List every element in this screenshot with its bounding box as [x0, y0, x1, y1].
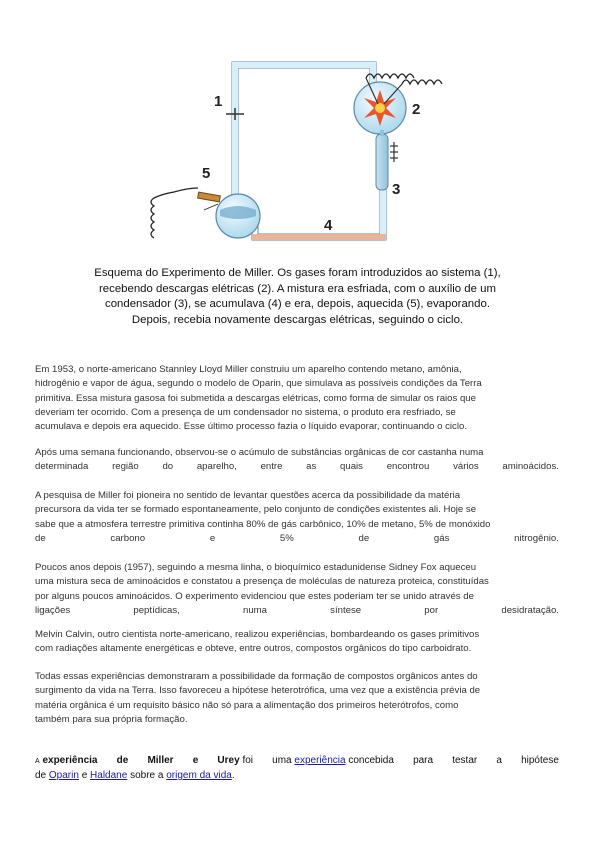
label-1: 1 — [214, 93, 223, 110]
text-line: deveriam ter ocorrido. Com a presença de um condensador no sistema, o produto era resfriado, se — [35, 406, 456, 418]
text-line: Poucos anos depois (1957), seguindo a mesma linha, o bioquímico estadunidense Sidney Fox aqueceu — [35, 562, 477, 573]
text-line: primitiva. Essa mistura gasosa foi submetida a descargas elétricas, como forma de simular os raios que — [35, 392, 476, 404]
text-line: matéria orgânica é um requisito básico não só para a alimentação dos primeiros heterótrofos, como — [35, 699, 459, 711]
apparatus-svg — [140, 38, 460, 260]
justified-line: de carbono e 5% de gás nitrogênio. — [35, 532, 559, 544]
paragraph-heterotrophic — [35, 670, 559, 727]
caption-line: Depois, recebia novamente descargas elétricas, seguindo o ciclo. — [131, 313, 464, 326]
paragraph-miller-urey — [35, 754, 559, 783]
text-line: precursora da vida ter se formado espontaneamente, pelo conjunto de condições existentes ali. Hoje se — [35, 504, 477, 516]
text-line: Em 1953, o norte-americano Stannley Lloyd Miller construiu um aparelho contendo metano, amônia, — [35, 364, 462, 375]
text-line: também para sua própria formação. — [35, 713, 188, 725]
link-haldane[interactable]: Haldane — [90, 770, 128, 781]
link-experiencia[interactable]: experiência — [294, 755, 346, 766]
paragraph-sidney-fox — [35, 561, 559, 618]
final-line-1: A experiência de Miller e Urey foi uma experiência concebida para testar a hipótese — [35, 755, 559, 766]
caption-line: Esquema do Experimento de Miller. Os gases foram introduzidos ao sistema (1), — [94, 267, 501, 279]
stopcock-1 — [226, 108, 244, 120]
paragraph-aminoacids — [35, 446, 559, 475]
caption-line: recebendo descargas elétricas (2). A mistura era esfriada, com o auxílio de um — [99, 282, 496, 295]
link-oparin[interactable]: Oparin — [48, 770, 79, 781]
miller-apparatus-diagram — [140, 38, 460, 260]
text-line: Melvin Calvin, outro cientista norte-americano, realizou experiências, bombardeando os gases primitivos — [35, 629, 480, 640]
caption-line: condensador (3), se acumulava (4) e era, depois, aquecida (5), evaporando. — [105, 298, 490, 310]
text-line: por alguns poucos aminoácidos. O experimento evidenciou que estes poderiam ter se unido através de — [35, 590, 474, 602]
paragraph-pioneer-research — [35, 489, 559, 546]
justified-line: determinada região do aparelho, entre as quais encontrou vários aminoácidos. — [35, 461, 559, 473]
label-2: 2 — [412, 101, 421, 118]
text-line: sabe que a atmosfera terrestre primitiva continha 80% de gás carbônico, 10% de metano, 5% de monóxido — [35, 518, 491, 530]
label-4: 4 — [324, 217, 333, 234]
text-line: Após uma semana funcionando, observou-se o acúmulo de substâncias orgânicas de cor castanha numa — [35, 447, 484, 458]
final-line-2: de Oparin e Haldane sobre a origem da vida. — [35, 770, 235, 781]
text-line: acumulava e depois era aquecido. Esse último processo fazia o líquido evaporar, continuando o ciclo. — [35, 421, 467, 433]
link-origem-da-vida[interactable]: origem da vida — [166, 770, 232, 781]
text-line: Todas essas experiências demonstraram a possibilidade da formação de compostos orgânicos antes do — [35, 671, 478, 682]
text-line: A pesquisa de Miller foi pioneira no sentido de levantar questões acerca da possibilidade da matéria — [35, 490, 461, 501]
text-line: hidrogênio e vapor de água, segundo o modelo de Oparin, que simulava as possíveis condições da Terra — [35, 378, 482, 390]
justified-line: ligações peptídicas, numa síntese por desidratação. — [35, 604, 559, 616]
text-line: surgimento da vida na Terra. Isso favoreceu a hipótese heterotrófica, uma vez que a existência prévia de — [35, 685, 481, 697]
text-line: uma mistura seca de aminoácidos e constatou a presença de moléculas de natureza proteica, constituídas — [35, 576, 489, 588]
figure-caption — [70, 266, 525, 328]
paragraph-melvin-calvin — [35, 628, 559, 657]
label-3: 3 — [392, 181, 401, 198]
text-line: com radiações altamente energéticas e obteve, entre outros, compostos orgânicos do tipo carboidrato. — [35, 643, 472, 655]
label-5: 5 — [202, 165, 211, 182]
paragraph-miller-1953 — [35, 363, 559, 434]
